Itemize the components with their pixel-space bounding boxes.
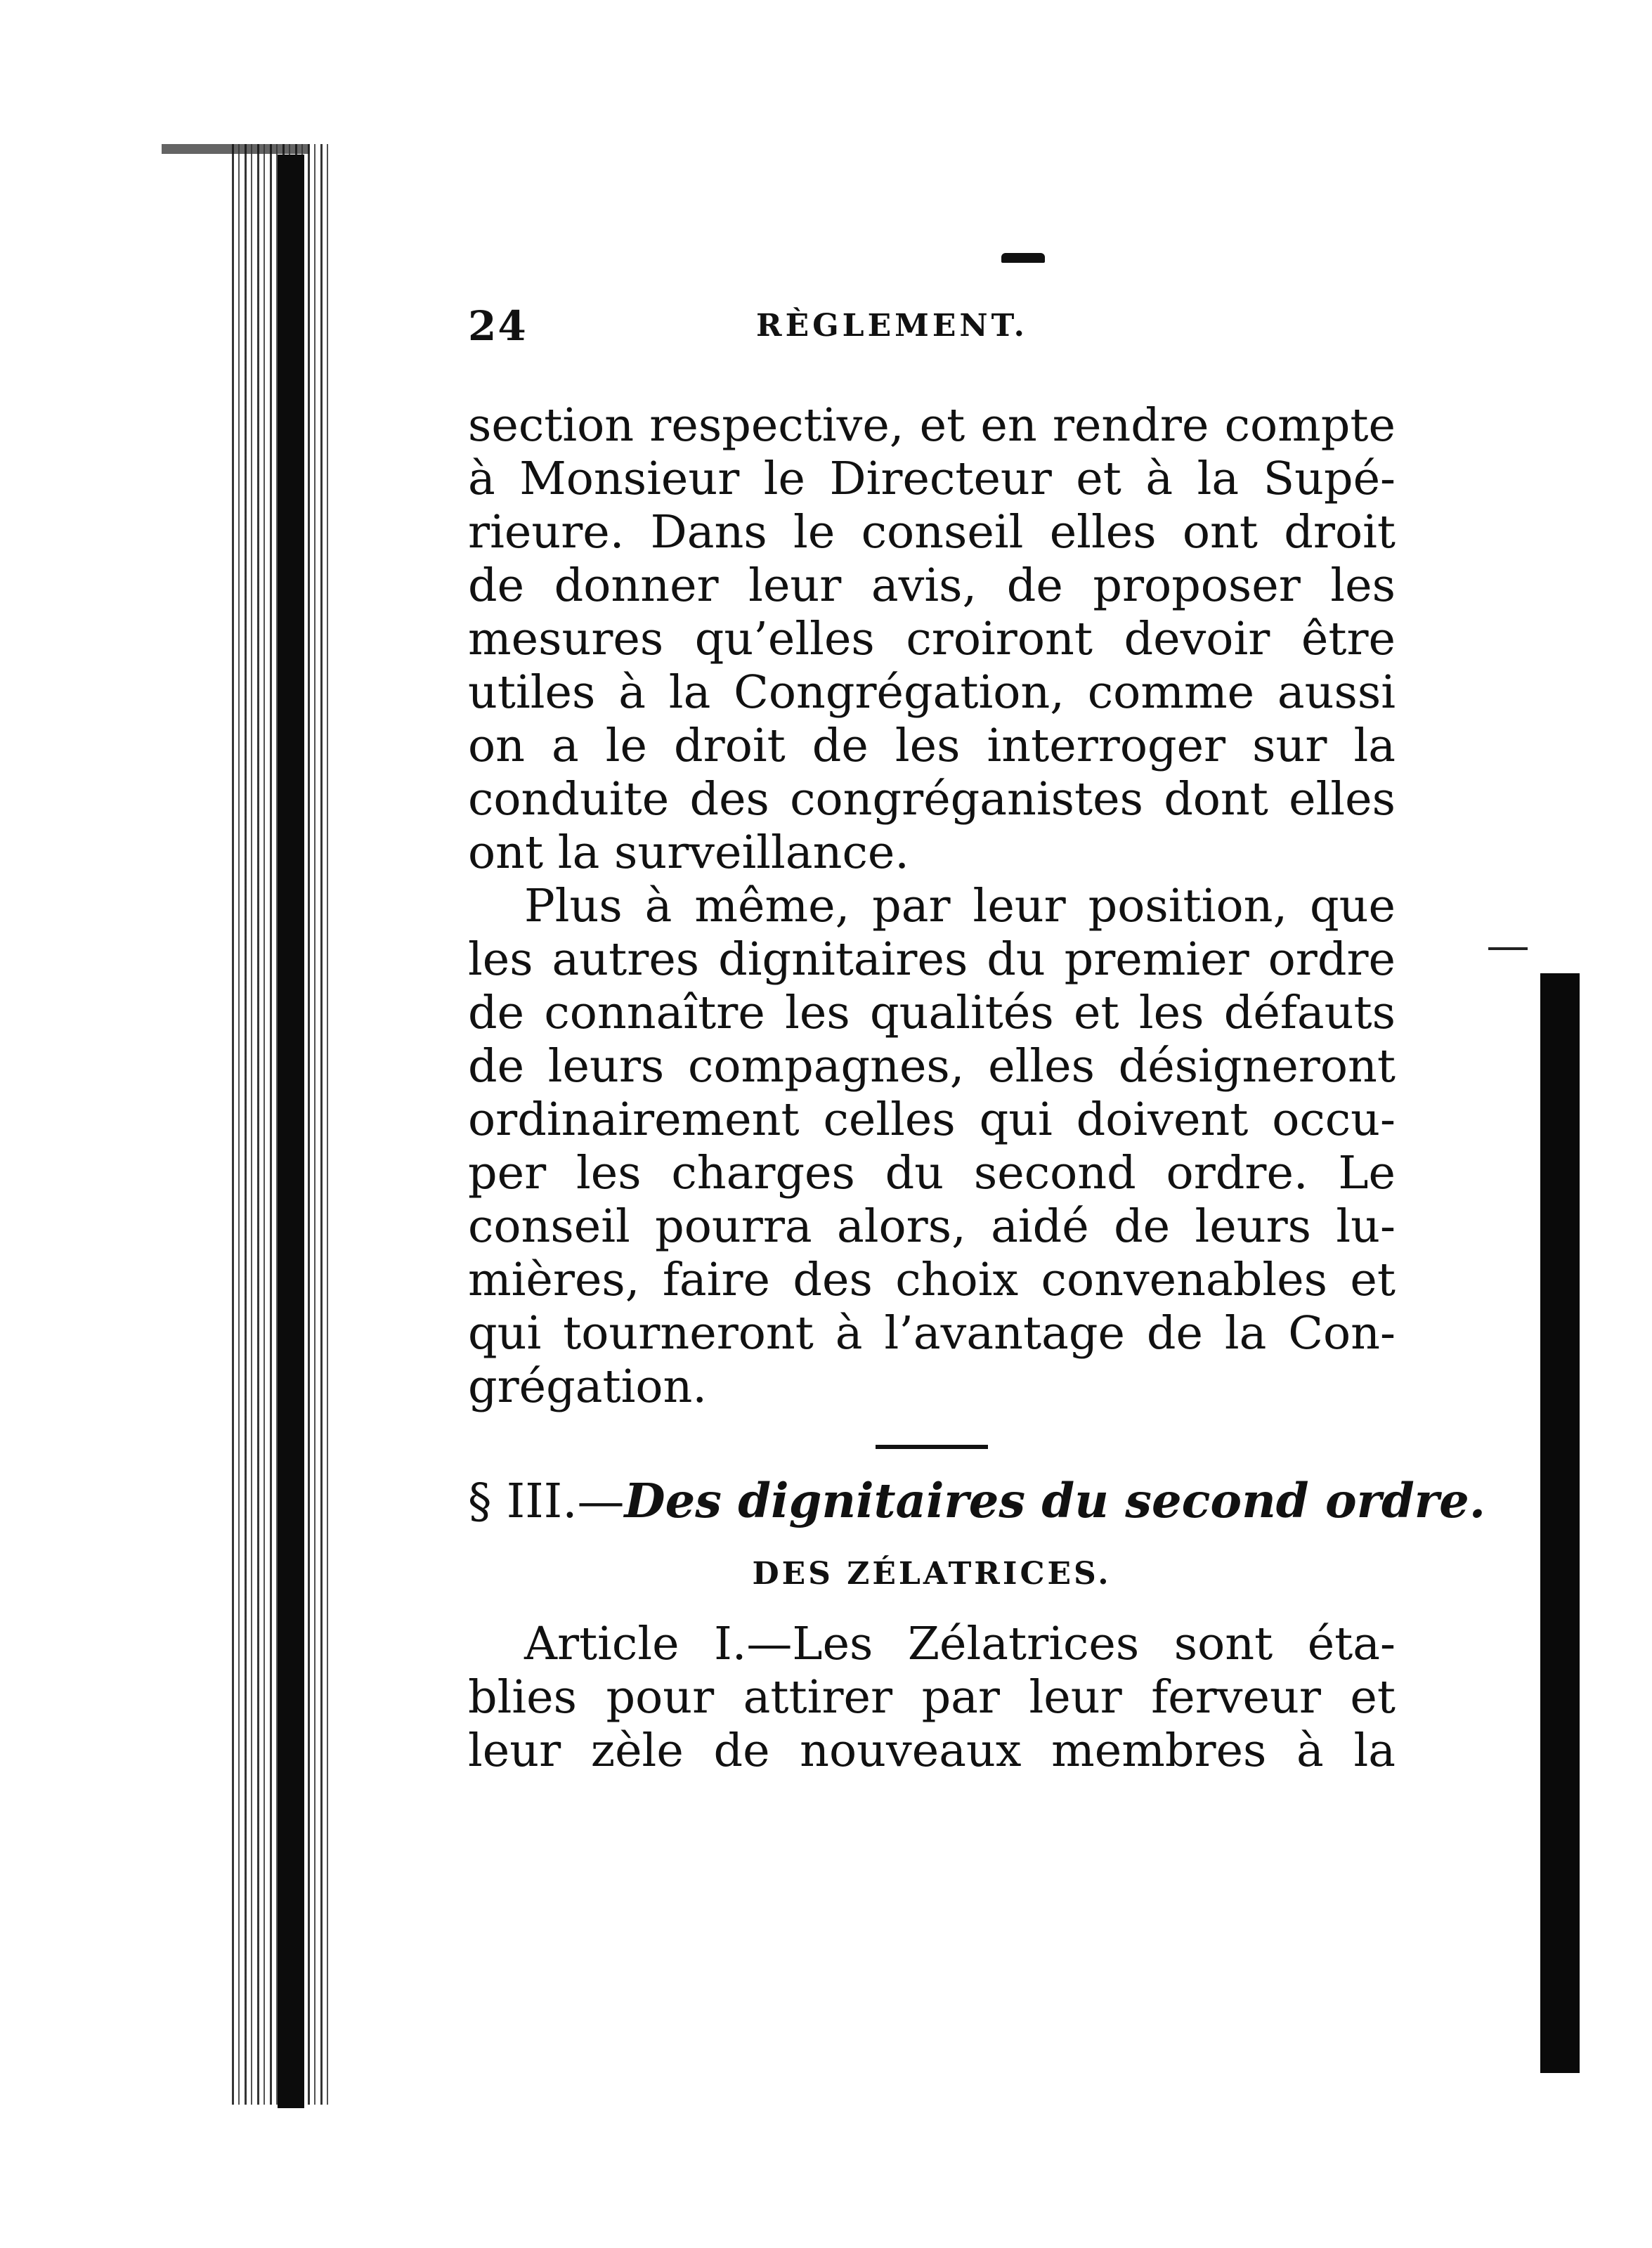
text-line: conseil pourra alors, aidé de leurs lu- — [468, 1200, 1396, 1253]
text-line: Article I.—Les Zélatrices sont éta- — [524, 1618, 1396, 1670]
top-ornament — [1001, 253, 1045, 263]
text-line: leur zèle de nouveaux membres à la — [468, 1724, 1396, 1777]
running-title: RÈGLEMENT. — [756, 308, 1029, 344]
text-line: Plus à même, par leur position, que — [524, 880, 1396, 933]
text-line: on a le droit de les interroger sur la — [468, 720, 1396, 772]
paragraph-2 — [468, 880, 1396, 1414]
text-line: ont la surveillance. — [468, 826, 909, 879]
text-line: utiles à la Congrégation, comme aussi — [468, 666, 1396, 719]
text-line: blies pour attirer par leur ferveur et — [468, 1671, 1396, 1724]
page-body — [468, 399, 1486, 1778]
text-line: section respective, et en rendre compte — [468, 399, 1396, 452]
text-line: rieure. Dans le conseil elles ont droit — [468, 506, 1396, 559]
section-divider — [876, 1445, 988, 1449]
text-line: qui tourneront à l’avantage de la Con- — [468, 1307, 1396, 1360]
paragraph-1 — [468, 399, 1396, 880]
text-line: de donner leur avis, de proposer les — [468, 559, 1396, 612]
page-header — [468, 302, 1452, 358]
text-line: de connaître les qualités et les défauts — [468, 987, 1396, 1039]
text-line: mesures qu’elles croiront devoir être — [468, 613, 1396, 665]
binding-spine-shadow — [278, 155, 304, 2108]
section-title: Des dignitaires du second ordre. — [624, 1473, 1486, 1528]
right-edge-mark — [1488, 947, 1528, 950]
right-page-edge-shadow — [1540, 973, 1580, 2073]
text-line: les autres dignitaires du premier ordre — [468, 933, 1396, 986]
text-line: grégation. — [468, 1360, 708, 1413]
page-number: 24 — [468, 302, 528, 350]
text-line: mières, faire des choix convenables et — [468, 1254, 1396, 1306]
subheading: DES ZÉLATRICES. — [752, 1556, 1112, 1592]
section-heading — [468, 1473, 1486, 1528]
text-line: per les charges du second ordre. Le — [468, 1147, 1396, 1200]
text-line: de leurs compagnes, elles désigneront — [468, 1040, 1396, 1093]
text-line: à Monsieur le Directeur et à la Supé- — [468, 453, 1396, 505]
text-line: ordinairement celles qui doivent occu- — [468, 1093, 1396, 1146]
section-number: § III.— — [468, 1474, 625, 1528]
text-line: conduite des congréganistes dont elles — [468, 773, 1396, 826]
paragraph-3 — [468, 1618, 1396, 1778]
